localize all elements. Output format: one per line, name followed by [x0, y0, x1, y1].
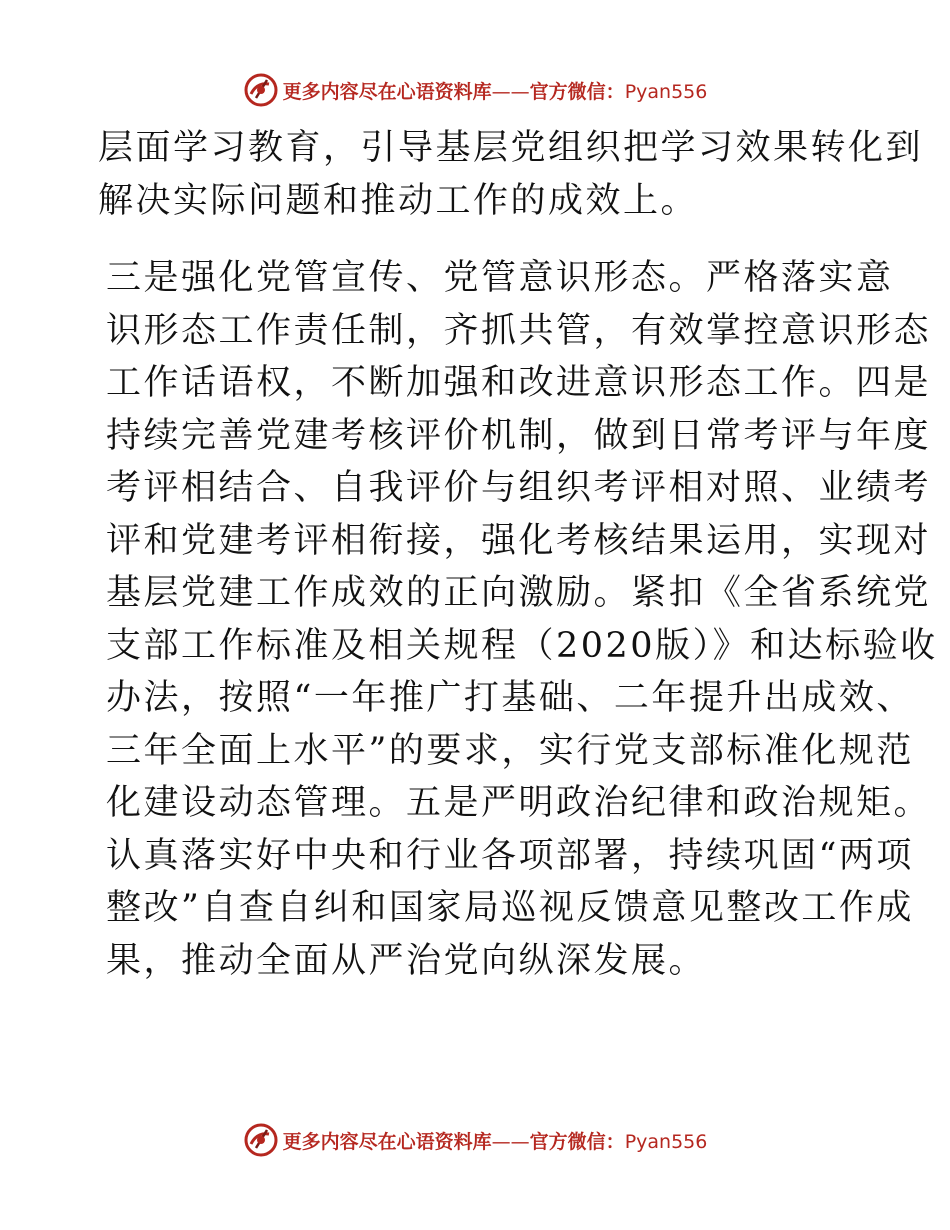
text-line: 持续完善党建考核评价机制，做到日常考评与年度: [106, 415, 932, 456]
footer-watermark-title: 更多内容尽在心语资料库: [282, 1130, 492, 1153]
footer-wechat-id: Pyan556: [624, 1130, 708, 1153]
text-line: 三是强化党管宣传、党管意识形态。严格落实意: [106, 258, 894, 298]
text-line: 支部工作标准及相关规程（2020版）》和达标验收: [106, 625, 938, 666]
header-watermark-text: [283, 77, 708, 104]
footer-watermark: [0, 1120, 950, 1160]
paragraph-continued: [98, 122, 924, 227]
text-line: 化建设动态管理。五是严明政治纪律和政治规矩。: [106, 783, 932, 823]
text-line: 层面学习教育，引导基层党组织把学习效果转化到: [98, 128, 924, 168]
footer-watermark-text: [283, 1127, 708, 1154]
text-line: 评和党建考评相衔接，强化考核结果运用，实现对: [106, 520, 932, 561]
header-watermark: [0, 70, 950, 110]
text-line: 认真落实好中央和行业各项部署，持续巩固“两项: [106, 835, 914, 876]
text-line: 整改”自查自纠和国家局巡视反馈意见整改工作成: [106, 888, 914, 928]
text-line: 工作话语权，不断加强和改进意识形态工作。四是: [106, 363, 932, 403]
brand-logo-icon: [243, 72, 279, 108]
header-wechat-label: 官方微信：: [529, 80, 625, 103]
text-line: 果，推动全面从严治党向纵深发展。: [106, 940, 707, 981]
header-watermark-title: 更多内容尽在心语资料库: [282, 80, 492, 103]
header-wechat-id: Pyan556: [624, 80, 708, 103]
footer-watermark-dash: ——: [491, 1130, 530, 1153]
paragraph-main: [106, 252, 938, 987]
footer-wechat-label: 官方微信：: [529, 1130, 625, 1153]
text-line: 基层党建工作成效的正向激励。紧扣《全省系统党: [106, 573, 932, 613]
brand-logo-icon: [243, 1122, 279, 1158]
text-line: 解决实际问题和推动工作的成效上。: [98, 180, 699, 221]
text-line: 三年全面上水平”的要求，实行党支部标准化规范: [106, 730, 914, 771]
text-line: 识形态工作责任制，齐抓共管，有效掌控意识形态: [106, 310, 932, 351]
header-watermark-dash: ——: [491, 80, 530, 103]
text-line: 考评相结合、自我评价与组织考评相对照、业绩考: [106, 468, 932, 508]
text-line: 办法，按照“一年推广打基础、二年提升出成效、: [106, 678, 914, 718]
